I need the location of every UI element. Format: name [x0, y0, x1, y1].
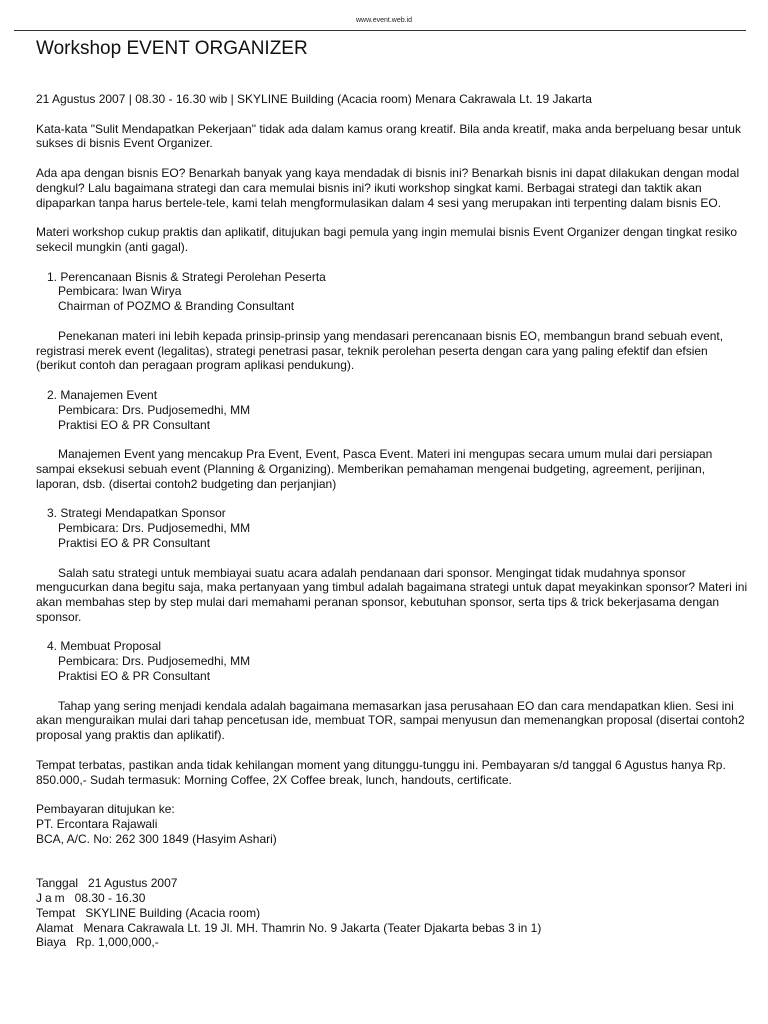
detail-time: [36, 891, 748, 906]
payment-company: PT. Ercontara Rajawali: [36, 817, 158, 832]
session-3: [36, 506, 748, 550]
detail-label: Tempat: [36, 905, 76, 920]
session-speaker: Pembicara: Drs. Pudjosemedhi, MM: [58, 402, 251, 417]
session-description: Salah satu strategi untuk membiayai suatu acara adalah pendanaan dari sponsor. Mengingat tidak mudahnya sponsor mengucurkan dana begitu saja, maka pertanyaan yang timbul adalah bagaimana strategi untuk dapat meyakinkan sponsor? Materi ini akan membahas step by step mulai dari memahami peranan sponsor, kebutuhan sponsor, serta tips & trick bekerjasama dengan sponsor.: [36, 565, 748, 624]
header-url: www.event.web.id: [355, 17, 413, 24]
detail-address: [36, 921, 748, 936]
session-title: 4. Membuat Proposal: [47, 639, 162, 654]
detail-label: Jam: [36, 891, 68, 906]
detail-value: 08.30 - 16.30: [74, 891, 146, 906]
detail-fee: [36, 935, 748, 950]
session-description: Tahap yang sering menjadi kendala adalah bagaimana memasarkan jasa perusahaan EO dan cara mendapatkan klien. Sesi ini akan menguraikan mulai dari tahap pencetusan ide, membuat TOR, sampai menyusun dan memenangkan proposal (disertai contoh2 proposal yang praktis dan aplikatif).: [36, 698, 745, 743]
session-title: 1. Perencanaan Bisnis & Strategi Perolehan Peserta: [47, 269, 326, 284]
session-1: [36, 270, 748, 314]
session-speaker: Pembicara: Drs. Pudjosemedhi, MM: [58, 654, 251, 669]
session-speaker: Pembicara: Iwan Wirya: [58, 284, 182, 299]
spacer: [36, 861, 748, 876]
session-speaker-role: Praktisi EO & PR Consultant: [58, 535, 211, 550]
session-description: Penekanan materi ini lebih kepada prinsip-prinsip yang mendasari perencanaan bisnis EO, membangun brand sebuah event, registrasi merek event (legalitas), strategi penetrasi pasar, teknik perolehan peserta dengan cara yang paling efektif dan efsien (berikut contoh dan peragaan program aplikasi pendukung).: [36, 328, 724, 373]
document-body: [36, 38, 748, 950]
session-2: [36, 388, 748, 432]
session-speaker: Pembicara: Drs. Pudjosemedhi, MM: [58, 521, 251, 536]
detail-value: Rp. 1,000,000,-: [76, 935, 159, 950]
session-speaker-role: Chairman of POZMO & Branding Consultant: [58, 299, 295, 314]
payment-info: [36, 802, 748, 846]
detail-label: Biaya: [36, 935, 67, 950]
detail-value: Menara Cakrawala Lt. 19 Jl. MH. Thamrin No. 9 Jakarta (Teater Djakarta bebas 3 in 1): [83, 920, 542, 935]
detail-value: SKYLINE Building (Acacia room): [85, 905, 261, 920]
page-title: Workshop EVENT ORGANIZER: [36, 38, 308, 59]
event-details: [36, 876, 748, 950]
detail-venue: [36, 906, 748, 921]
intro-paragraph-1: Kata-kata "Sulit Mendapatkan Pekerjaan" tidak ada dalam kamus orang kreatif. Bila anda kreatif, maka anda berpeluang besar untuk sukses di bisnis Event Organizer.: [36, 121, 741, 151]
intro-paragraph-3: Materi workshop cukup praktis dan aplikatif, ditujukan bagi pemula yang ingin memulai bisnis Event Organizer dengan tingkat resiko sekecil mungkin (anti gagal).: [36, 225, 738, 254]
session-4: [36, 639, 748, 683]
intro-paragraph-2: Ada apa dengan bisnis EO? Benarkah banyak yang kaya mendadak di bisnis ini? Benarkah bisnis ini dapat dilakukan dengan modal dengkul? Lalu bagaimana strategi dan cara memulai bisnis ini? ikuti workshop singkat kami. Berbagai strategi dan taktik akan dipaparkan tanpa harus bertele-tele, kami telah mengformulasikan dalam 4 sesi yang merupakan inti terpenting dalam bisnis EO.: [36, 165, 740, 210]
detail-value: 21 Agustus 2007: [88, 876, 178, 891]
payment-heading: Pembayaran ditujukan ke:: [36, 802, 175, 817]
session-speaker-role: Praktisi EO & PR Consultant: [58, 669, 211, 684]
session-speaker-role: Praktisi EO & PR Consultant: [58, 417, 211, 432]
header-divider: [14, 30, 746, 31]
detail-label: Alamat: [36, 920, 74, 935]
detail-date: [36, 876, 748, 891]
detail-label: Tanggal: [36, 876, 79, 891]
session-title: 2. Manajemen Event: [47, 387, 158, 402]
registration-notice: Tempat terbatas, pastikan anda tidak kehilangan moment yang ditunggu-tunggu ini. Pembayaran s/d tanggal 6 Agustus hanya Rp. 850.000,- Sudah termasuk: Morning Coffee, 2X Coffee break, lunch, handouts, certificate.: [36, 757, 726, 787]
event-summary: 21 Agustus 2007 | 08.30 - 16.30 wib | SKYLINE Building (Acacia room) Menara Cakrawala Lt. 19 Jakarta: [36, 92, 592, 106]
payment-account: BCA, A/C. No: 262 300 1849 (Hasyim Ashari): [36, 831, 277, 846]
session-title: 3. Strategi Mendapatkan Sponsor: [47, 506, 226, 521]
session-description: Manajemen Event yang mencakup Pra Event, Event, Pasca Event. Materi ini mengupas secara umum mulai dari persiapan sampai eksekusi sebuah event (Planning & Organizing). Memberikan pemahaman mengenai budgeting, agreement, perijinan, laporan, dsb. (disertai contoh2 budgeting dan perjanjian): [36, 447, 713, 491]
